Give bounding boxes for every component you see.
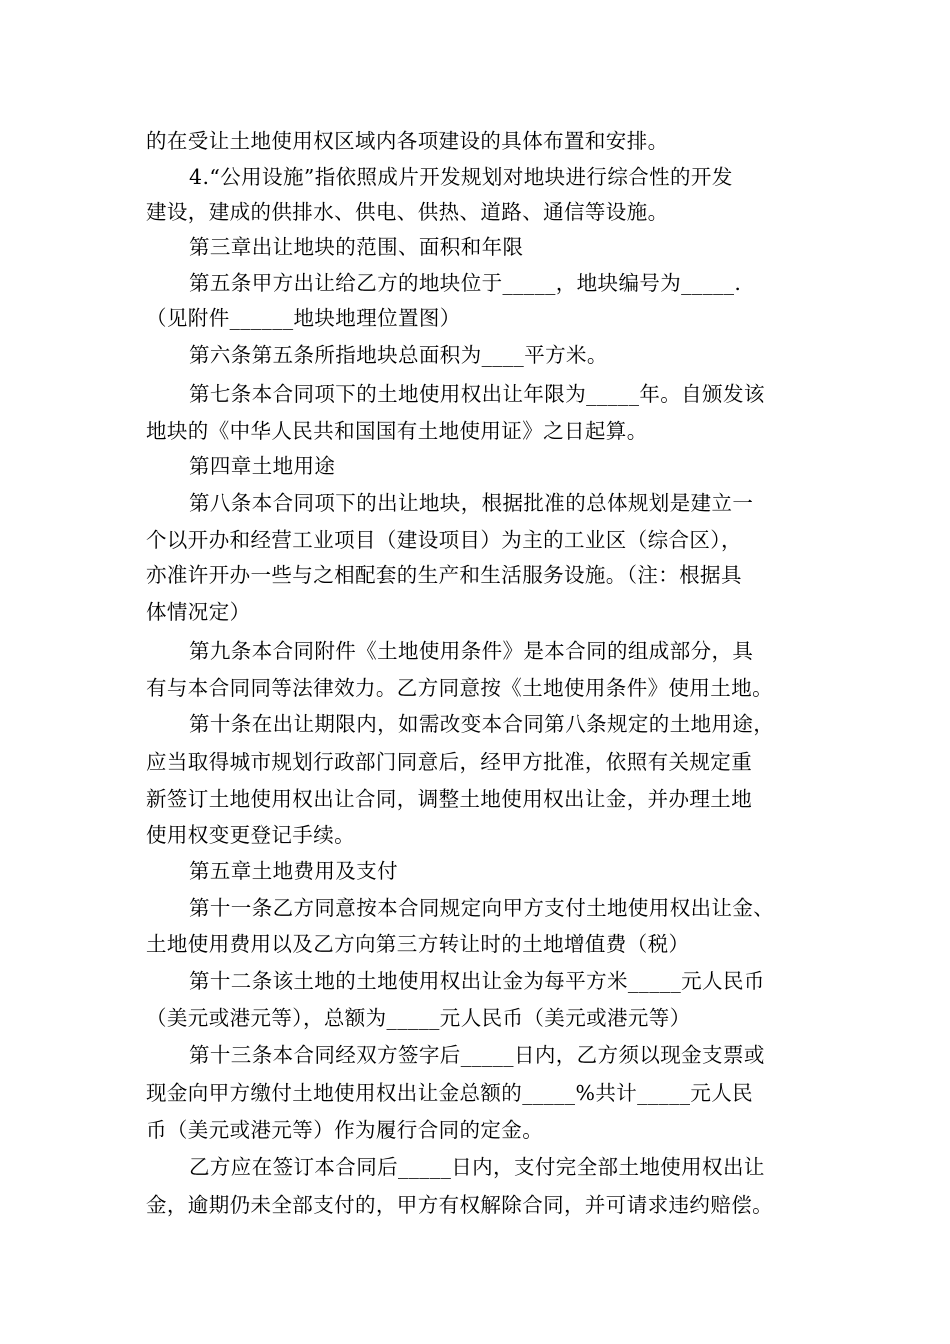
text-line-23: 土地使用费用以及乙方向第三方转让时的土地增值费（税）	[146, 932, 690, 956]
text-line-20: 使用权变更登记手续。	[146, 823, 355, 847]
text-line-9: 地块的《中华人民共和国国有土地使用证》之日起算。	[146, 419, 648, 443]
text-line-26: 第十三条本合同经双方签字后_____日内，乙方须以现金支票或	[189, 1043, 765, 1067]
text-line-22: 第十一条乙方同意按本合同规定向甲方支付土地使用权出让金、	[189, 896, 775, 920]
text-line-16: 有与本合同同等法律效力。乙方同意按《土地使用条件》使用土地。	[146, 676, 773, 700]
text-line-3: 建设，建成的供排水、供电、供热、道路、通信等设施。	[146, 200, 669, 224]
text-line-2: 4.“公用设施”指依照成片开发规划对地块进行综合性的开发	[189, 165, 733, 189]
text-line-5: 第五条甲方出让给乙方的地块位于_____，地块编号为_____.	[189, 271, 742, 295]
text-line-27: 现金向甲方缴付土地使用权出让金总额的_____%共计_____元人民	[146, 1081, 754, 1105]
text-line-15: 第九条本合同附件《土地使用条件》是本合同的组成部分，具	[189, 639, 754, 663]
text-line-14: 体情况定）	[146, 600, 251, 624]
text-line-30: 金，逾期仍未全部支付的，甲方有权解除合同，并可请求违约赔偿。	[146, 1193, 773, 1217]
text-line-21: 第五章土地费用及支付	[189, 859, 398, 883]
text-line-1: 的在受让土地使用权区域内各项建设的具体布置和安排。	[146, 129, 669, 153]
text-line-29: 乙方应在签订本合同后_____日内，支付完全部土地使用权出让	[189, 1155, 765, 1179]
text-line-13: 亦准许开办一些与之相配套的生产和生活服务设施。（注：根据具	[146, 563, 742, 587]
text-line-10: 第四章土地用途	[189, 454, 336, 478]
text-line-7: 第六条第五条所指地块总面积为____平方米。	[189, 343, 608, 367]
text-line-19: 新签订土地使用权出让合同，调整土地使用权出让金，并办理土地	[146, 787, 753, 811]
text-line-18: 应当取得城市规划行政部门同意后，经甲方批准，依照有关规定重	[146, 750, 753, 774]
text-line-24: 第十二条该土地的土地使用权出让金为每平方米_____元人民币	[189, 969, 765, 993]
text-line-28: 币（美元或港元等）作为履行合同的定金。	[146, 1118, 544, 1142]
text-line-17: 第十条在出让期限内，如需改变本合同第八条规定的土地用途，	[189, 712, 775, 736]
text-line-25: （美元或港元等），总额为_____元人民币（美元或港元等）	[146, 1006, 691, 1030]
text-line-12: 个以开办和经营工业项目（建设项目）为主的工业区（综合区），	[146, 528, 742, 552]
text-line-11: 第八条本合同项下的出让地块，根据批准的总体规划是建立一	[189, 491, 754, 515]
text-line-8: 第七条本合同项下的土地使用权出让年限为_____年。自颁发该	[189, 382, 765, 406]
text-line-4: 第三章出让地块的范围、面积和年限	[189, 235, 524, 259]
text-line-6: （见附件______地块地理位置图）	[146, 306, 461, 330]
